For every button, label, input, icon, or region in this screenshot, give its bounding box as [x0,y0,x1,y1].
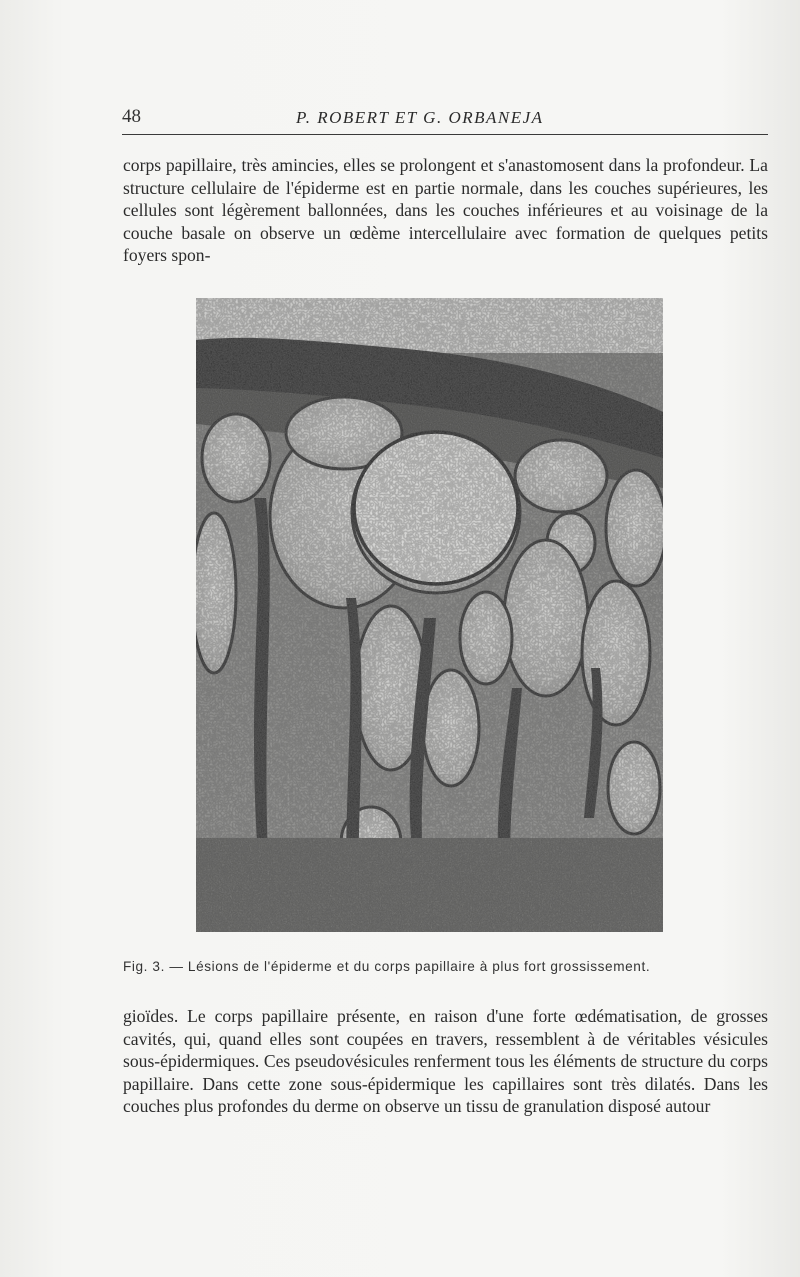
paragraph-bottom: gioïdes. Le corps papillaire présente, en raison d'une forte œdématisation, de grosses cavités, qui, quand elles sont coupées en travers, ressemblent à de véritables vésicules sous-épidermiques. Ces pseudovésicules renferment tous les éléments de structure du corps papillaire. Dans cette zone sous-épidermique les capillaires sont très dilatés. Dans les couches plus profondes du derme on observe un tissu de granulation disposé autour [123,1006,768,1117]
running-head [122,102,768,135]
page-number: 48 [122,106,141,127]
figure-caption: Fig. 3. — Lésions de l'épiderme et du corps papillaire à plus fort grossissement. [123,959,651,974]
running-title: P. ROBERT ET G. ORBANEJA [296,108,544,127]
paragraph-top: corps papillaire, très amincies, elles se prolongent et s'anastomosent dans la profondeur. La structure cellulaire de l'épiderme est en partie normale, dans les couches supérieures, les cellules sont légèrement ballonnées, dans les couches inférieures et au voisinage de la couche basale on observe un œdème intercellulaire avec formation de quelques petits foyers spon- [123,155,768,266]
histology-micrograph [196,298,663,932]
